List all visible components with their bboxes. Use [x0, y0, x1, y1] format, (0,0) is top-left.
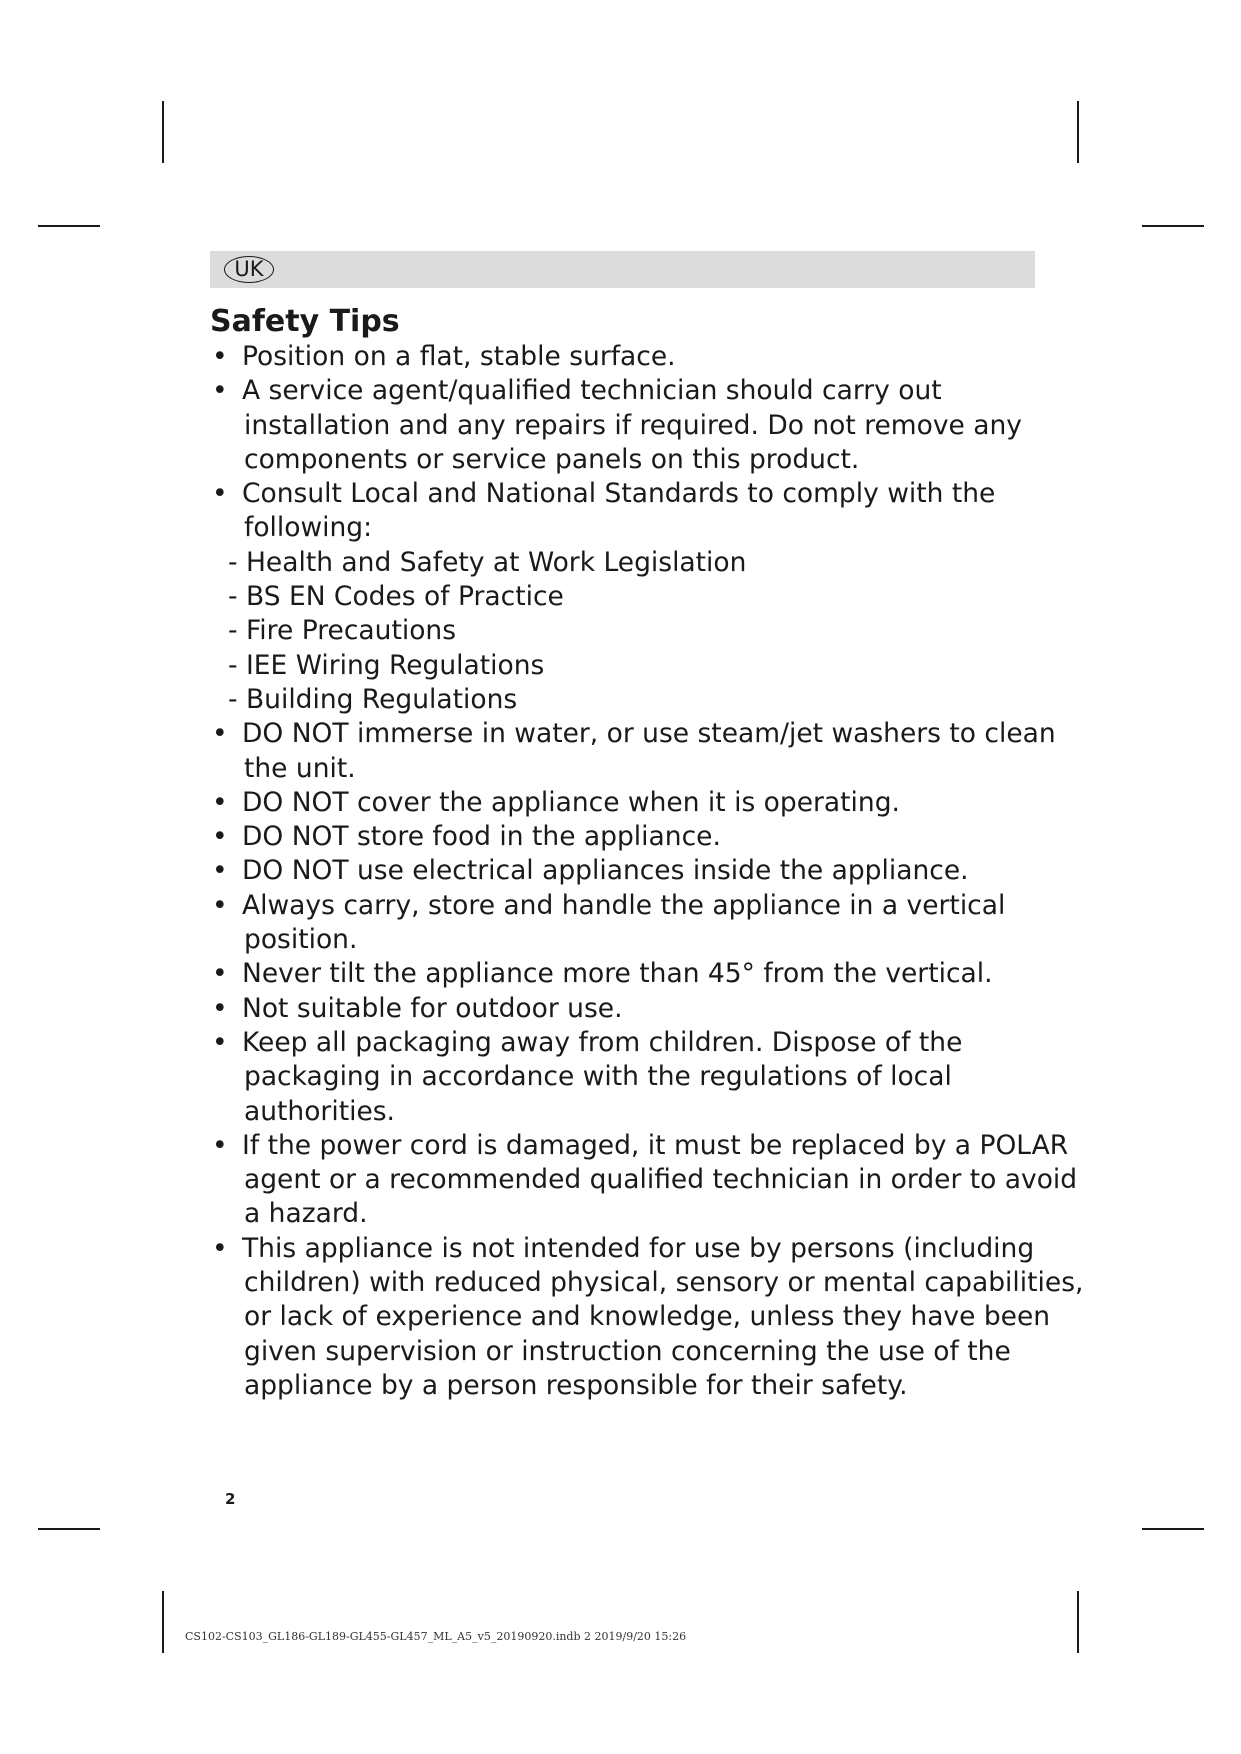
list-item	[210, 889, 1050, 923]
list-item-text: following:	[244, 512, 373, 544]
bullet-icon: •	[212, 375, 228, 407]
sub-list-item	[210, 580, 1050, 614]
list-item-text: Consult Local and National Standards to comply with the	[242, 478, 996, 510]
list-item-text: the unit.	[244, 752, 356, 784]
list-item-continuation	[210, 1095, 1050, 1129]
crop-mark-bottom-right-vertical	[1077, 1591, 1079, 1653]
list-item-text: packaging in accordance with the regulations of local	[244, 1061, 952, 1093]
list-item	[210, 374, 1050, 408]
list-item	[210, 786, 1050, 820]
list-item-text: - Fire Precautions	[228, 615, 457, 647]
list-item-continuation	[210, 1335, 1050, 1369]
list-item-text: - Building Regulations	[228, 683, 518, 715]
bullet-icon: •	[212, 855, 228, 887]
bullet-icon: •	[212, 1129, 228, 1161]
list-item-text: children) with reduced physical, sensory or mental capabilities,	[244, 1267, 1084, 1299]
list-item	[210, 717, 1056, 751]
crop-mark-bottom-left-horizontal	[38, 1528, 100, 1530]
list-item	[210, 340, 1050, 374]
sub-list-item	[210, 614, 1050, 648]
list-item-continuation	[210, 1197, 1050, 1231]
list-item-text: components or service panels on this product.	[244, 443, 860, 475]
sub-list-item	[210, 683, 1050, 717]
crop-mark-bottom-left-vertical	[162, 1591, 164, 1653]
list-item-text: - BS EN Codes of Practice	[228, 581, 564, 613]
sub-list-item	[210, 649, 1050, 683]
safety-tips-list	[210, 340, 1084, 1403]
list-item-text: A service agent/qualified technician should carry out	[242, 375, 942, 407]
list-item-text: appliance by a person responsible for their safety.	[244, 1369, 908, 1401]
list-item	[210, 1129, 1069, 1163]
bullet-icon: •	[212, 478, 228, 510]
list-item-text: position.	[244, 924, 358, 956]
list-item	[210, 992, 1050, 1026]
list-item-continuation	[210, 443, 1050, 477]
crop-mark-top-left-horizontal	[38, 225, 100, 227]
list-item-text: DO NOT immerse in water, or use steam/jet washers to clean	[242, 718, 1056, 750]
language-badge: UK	[224, 256, 274, 283]
crop-mark-top-left-vertical	[162, 101, 164, 163]
list-item-continuation	[210, 1300, 1050, 1334]
list-item-continuation	[210, 409, 1050, 443]
list-item-text: given supervision or instruction concerning the use of the	[244, 1335, 1011, 1367]
list-item-text: Position on a flat, stable surface.	[242, 341, 676, 372]
bullet-icon: •	[212, 992, 228, 1024]
list-item-text: - IEE Wiring Regulations	[228, 649, 545, 681]
bullet-icon: •	[212, 1232, 228, 1264]
list-item-continuation	[210, 752, 1050, 786]
list-item	[210, 820, 1050, 854]
bullet-icon: •	[212, 1026, 228, 1058]
list-item-continuation	[210, 1266, 1084, 1300]
list-item-text: installation and any repairs if required. Do not remove any	[244, 409, 1022, 441]
list-item-text: authorities.	[244, 1095, 395, 1127]
bullet-icon: •	[212, 821, 228, 853]
list-item-text: Always carry, store and handle the appliance in a vertical	[242, 889, 1006, 921]
list-item-text: agent or a recommended qualified technician in order to avoid	[244, 1164, 1078, 1196]
list-item-continuation	[210, 923, 1050, 957]
list-item-text: Never tilt the appliance more than 45° from the vertical.	[242, 958, 993, 990]
list-item	[210, 1232, 1050, 1266]
list-item-text: Keep all packaging away from children. Dispose of the	[242, 1026, 963, 1058]
list-item	[210, 957, 1050, 991]
crop-mark-bottom-right-horizontal	[1142, 1528, 1204, 1530]
list-item-text: - Health and Safety at Work Legislation	[228, 546, 747, 578]
list-item-text: Not suitable for outdoor use.	[242, 992, 623, 1024]
crop-mark-top-right-horizontal	[1142, 225, 1204, 227]
list-item	[210, 1026, 1050, 1060]
bullet-icon: •	[212, 786, 228, 818]
print-slug-line: CS102-CS103_GL186-GL189-GL455-GL457_ML_A5_v5_20190920.indb 2 2019/9/20 15:26	[185, 1630, 687, 1643]
list-item-text: or lack of experience and knowledge, unless they have been	[244, 1301, 1051, 1333]
sub-list-item	[210, 546, 1050, 580]
page-number: 2	[225, 1490, 236, 1508]
list-item-text: DO NOT cover the appliance when it is operating.	[242, 786, 900, 818]
list-item	[210, 854, 1050, 888]
bullet-icon: •	[212, 718, 228, 750]
list-item-continuation	[210, 1060, 1050, 1094]
crop-mark-top-right-vertical	[1077, 101, 1079, 163]
bullet-icon: •	[212, 889, 228, 921]
language-header-bar	[210, 251, 1035, 288]
list-item-text: DO NOT store food in the appliance.	[242, 821, 721, 853]
list-item-continuation	[210, 511, 1050, 545]
list-item-text: a hazard.	[244, 1198, 368, 1230]
list-item-text: If the power cord is damaged, it must be replaced by a POLAR	[242, 1129, 1069, 1161]
bullet-icon: •	[212, 341, 228, 372]
list-item-text: This appliance is not intended for use by persons (including	[242, 1232, 1035, 1264]
list-item	[210, 477, 1050, 511]
bullet-icon: •	[212, 958, 228, 990]
list-item-continuation	[210, 1369, 1050, 1403]
list-item-continuation	[210, 1163, 1078, 1197]
list-item-text: DO NOT use electrical appliances inside the appliance.	[242, 855, 969, 887]
page-title: Safety Tips	[210, 304, 400, 339]
